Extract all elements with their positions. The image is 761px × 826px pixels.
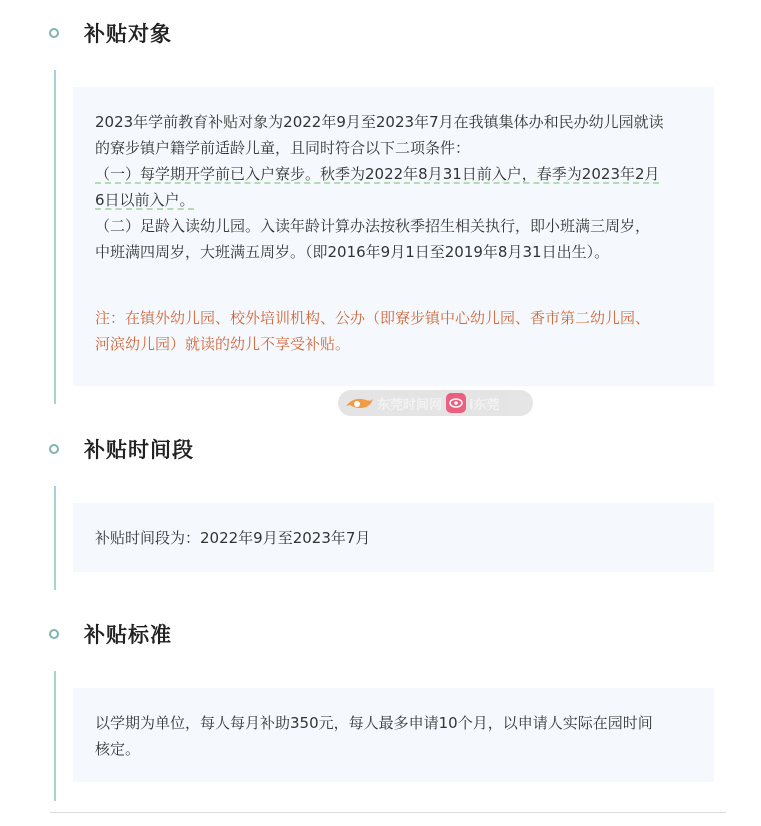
- swallow-logo-icon: [344, 394, 374, 412]
- timeline-rail: [54, 671, 56, 801]
- section-title: 补贴时间段: [84, 438, 194, 462]
- condition-text: （一）每学期开学前已入户寮步。秋季为2022年8月31日前入户，春季为2023年2月: [95, 165, 660, 183]
- section-title: 补贴对象: [84, 22, 172, 46]
- section-heading-target: [49, 18, 172, 48]
- eye-badge-icon: [446, 393, 466, 413]
- content-card-standard: [73, 688, 714, 782]
- section-heading-standard: [49, 619, 172, 649]
- ring-bullet-icon: [49, 629, 59, 639]
- paragraph-line: [95, 161, 694, 187]
- timeline-rail: [54, 70, 56, 404]
- paragraph-line: （二）足龄入读幼儿园。入读年龄计算办法按秋季招生相关执行，即小班满三周岁，: [95, 217, 651, 235]
- paragraph-line: 补贴时间段为：2022年9月至2023年7月: [95, 529, 371, 547]
- paragraph-line: 以学期为单位，每人每月补助350元，每人最多申请10个月，以申请人实际在园时间: [95, 714, 653, 732]
- paragraph-line: 2023年学前教育补贴对象为2022年9月至2023年7月在我镇集体办和民办幼儿园就读: [95, 113, 664, 131]
- paragraph-line: [95, 187, 694, 213]
- note-line: 河滨幼儿园）就读的幼儿不享受补贴。: [95, 335, 351, 353]
- watermark-text: i东莞: [469, 397, 500, 413]
- content-card-period: [73, 503, 714, 572]
- section-title: 补贴标准: [84, 623, 172, 647]
- paragraph-line: 的寮步镇户籍学前适龄儿童，且同时符合以下二项条件：: [95, 139, 471, 157]
- paragraph-line: 中班满四周岁，大班满五周岁。（即2016年9月1日至2019年8月31日出生）。: [95, 243, 610, 261]
- content-card-target: [73, 87, 714, 386]
- section-heading-period: [49, 434, 194, 464]
- ring-bullet-icon: [49, 28, 59, 38]
- condition-text: 6日以前入户。: [95, 191, 195, 209]
- paragraph-line: 核定。: [95, 740, 141, 758]
- ring-bullet-icon: [49, 444, 59, 454]
- watermark-text: 东莞时间网: [377, 397, 443, 413]
- note-line: 注：在镇外幼儿园、校外培训机构、公办（即寮步镇中心幼儿园、香市第二幼儿园、: [95, 309, 651, 327]
- timeline-rail: [54, 486, 56, 590]
- watermark: [338, 390, 533, 416]
- divider: [50, 812, 726, 813]
